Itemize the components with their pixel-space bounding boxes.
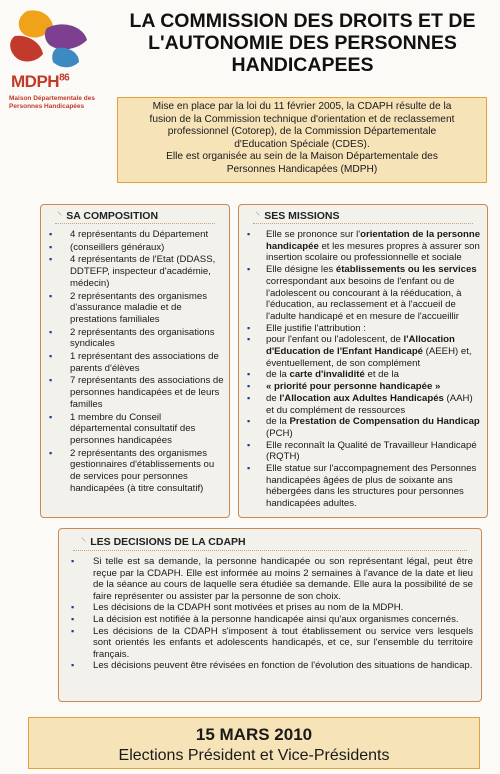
square-bullet-icon: ▪ <box>247 439 251 450</box>
list-item <box>247 440 483 463</box>
composition-item-text: 4 représentants du Département <box>70 229 209 240</box>
square-bullet-icon: ▪ <box>71 602 75 613</box>
mission-item-text <box>260 334 483 369</box>
missions-panel <box>238 204 488 518</box>
list-item <box>71 660 473 672</box>
logo-brand: MDPH$^{86}$ <box>11 72 70 91</box>
composition-heading: ⸌ SA COMPOSITION <box>57 210 159 222</box>
square-bullet-icon: ▪ <box>71 660 75 671</box>
mission-text: pour l'enfant ou l'adolescent, de <box>266 334 404 346</box>
square-bullet-icon: ▪ <box>49 411 53 422</box>
mission-text: Elle reconnaît la Qualité de Travailleur Handicapé (RQTH) <box>266 439 477 463</box>
mission-text: et de la <box>364 369 399 381</box>
swoosh-icon: ⸌ <box>81 536 87 548</box>
mission-item-text <box>260 393 483 416</box>
decision-item-text: Les décisions de la CDAPH s'imposent à tout établissement ou service vers lesquels sont orientés les enfants et adolescents handicapés, et ce, sur l'ensemble du territoire français. <box>93 625 473 660</box>
decision-item-text: Les décisions peuvent être révisées en fonction de l'évolution des situations de handicap. <box>93 660 473 672</box>
composition-item-text: 4 représentants de l'Etat (DDASS, DDTEFP, inspecteur d'académie, médecin) <box>70 254 216 289</box>
mission-bold-text: l'Allocation aux Adultes Handicapés <box>279 392 444 404</box>
mission-text: (AEEH) et, éventuellement, de son complément <box>266 346 472 369</box>
square-bullet-icon: ▪ <box>71 613 75 624</box>
list-item <box>247 323 483 335</box>
mission-item-text <box>260 229 483 264</box>
composition-item-text: 7 représentants des associations de personnes handicapées et de leurs familles <box>70 375 224 410</box>
mission-text: et les mesures propres à assurer son insertion scolaire ou professionnelle et sociale <box>266 240 480 264</box>
composition-item-text: 2 représentants des organismes d'assurance maladie et de prestations familiales <box>70 290 208 325</box>
list-item <box>247 334 483 369</box>
list-item <box>49 448 225 495</box>
list-item <box>49 351 225 374</box>
square-bullet-icon: ▪ <box>247 334 251 345</box>
square-bullet-icon: ▪ <box>71 625 75 636</box>
square-bullet-icon: ▪ <box>49 447 53 458</box>
composition-item-text: 2 représentants des organisations syndicales <box>70 326 215 350</box>
square-bullet-icon: ▪ <box>49 290 53 301</box>
intro-line: Elle est organisée au sein de la Maison Départementale des <box>166 151 438 163</box>
mission-item-text <box>260 323 483 335</box>
mission-item-text <box>260 264 483 323</box>
decisions-panel <box>58 528 482 702</box>
mission-bold-text: établissements ou les services <box>335 264 477 276</box>
intro-line: fusion de la Commission technique d'orientation et de reclassement <box>149 113 455 125</box>
list-item <box>247 393 483 416</box>
list-item <box>71 626 473 661</box>
divider <box>73 550 467 551</box>
list-item <box>247 229 483 264</box>
mission-text: de la <box>266 416 290 428</box>
square-bullet-icon: ▪ <box>49 375 53 386</box>
intro-line: professionnel (Cotorep), de la Commission Départementale <box>167 126 437 138</box>
mission-text: Elle se prononce sur l' <box>266 229 361 240</box>
hands-logo-icon <box>7 6 97 72</box>
square-bullet-icon: ▪ <box>247 416 251 427</box>
list-item <box>71 614 473 626</box>
mdph-logo <box>7 6 97 116</box>
mission-bold-text: Prestation de Compensation du Handicap <box>289 416 480 428</box>
list-item <box>49 229 225 241</box>
mission-item-text <box>260 440 483 463</box>
list-item <box>71 602 473 614</box>
mission-text: (PCH) <box>266 427 293 439</box>
square-bullet-icon: ▪ <box>247 369 251 380</box>
list-item <box>247 463 483 510</box>
composition-item-text: (conseillers généraux) <box>70 241 165 253</box>
list-item <box>247 264 483 323</box>
square-bullet-icon: ▪ <box>247 463 251 474</box>
mission-item-text <box>260 369 483 381</box>
mission-bold-text: « priorité pour personne handicapée » <box>266 381 441 393</box>
election-banner <box>28 717 480 769</box>
intro-line: Personnes Handicapées (MDPH) <box>226 163 378 175</box>
list-item <box>49 291 225 326</box>
page-title <box>110 10 495 76</box>
logo-subtitle: Maison Départementale des Personnes Handicapées <box>9 95 95 110</box>
mission-text: de la <box>266 369 290 381</box>
list-item <box>49 412 225 447</box>
square-bullet-icon: ▪ <box>247 392 251 403</box>
decision-item-text: Si telle est sa demande, la personne handicapée ou son représentant légal, peut être reçue par la CDAPH. Elle est informée au moins 2 semaines à l'avance de la date et lieu de la séance au cours de laquelle sera étudiée sa demande. Elle aura la possibilité de se faire représenter ou assister par la personne de son choix. <box>93 556 473 602</box>
composition-list <box>49 229 225 495</box>
square-bullet-icon: ▪ <box>247 322 251 333</box>
mission-item-text <box>260 381 483 393</box>
square-bullet-icon: ▪ <box>247 264 251 275</box>
decisions-list <box>71 556 473 672</box>
square-bullet-icon: ▪ <box>49 241 53 252</box>
square-bullet-icon: ▪ <box>49 229 53 239</box>
intro-line: Mise en place par la loi du 11 février 2005, la CDAPH résulte de la <box>152 101 452 112</box>
divider <box>253 223 473 224</box>
banner-text: Elections Président et Vice-Présidents <box>118 747 390 764</box>
decisions-heading: ⸌ LES DECISIONS DE LA CDAPH <box>81 536 246 548</box>
mission-bold-text: orientation de la personne handicapée <box>266 229 481 252</box>
missions-heading: ⸌ SES MISSIONS <box>255 210 340 222</box>
mission-text: Elle justifie l'attribution : <box>266 322 366 334</box>
mission-bold-text: l'Allocation d'Education de l'Enfant Handicapé <box>266 334 455 358</box>
swoosh-icon: ⸌ <box>255 210 261 222</box>
mission-item-text <box>260 463 483 510</box>
intro-line: d'Education Spéciale (CDES). <box>234 138 370 150</box>
swoosh-icon: ⸌ <box>57 210 63 222</box>
mission-text: Elle désigne les <box>266 264 336 276</box>
list-item <box>71 556 473 602</box>
composition-item-text: 1 représentant des associations de parents d'élèves <box>70 351 219 374</box>
list-item <box>49 254 225 289</box>
list-item <box>247 381 483 393</box>
mission-item-text <box>260 416 483 439</box>
square-bullet-icon: ▪ <box>49 254 53 265</box>
decision-item-text: La décision est notifiée à la personne handicapée ainsi qu'aux organismes concernés. <box>93 613 459 625</box>
mission-text: de <box>266 392 280 404</box>
list-item <box>49 242 225 254</box>
square-bullet-icon: ▪ <box>71 556 75 566</box>
title-line: LA COMMISSION DES DROITS ET DE <box>129 10 476 32</box>
list-item <box>247 369 483 381</box>
mission-text: (AAH) et du complément de ressources <box>266 392 473 416</box>
mission-text: correspondant aux besoins de l'enfant ou de l'adolescent ou concourant à la rééducation, à l'éducation, au reclassement et à l'accueil de l'adulte handicapé et en mesure de l'accueillir <box>266 275 462 322</box>
title-line: HANDICAPEES <box>231 54 374 76</box>
title-line: L'AUTONOMIE DES PERSONNES <box>148 32 457 54</box>
banner-date: 15 MARS 2010 <box>195 725 313 744</box>
divider <box>55 223 215 224</box>
decision-item-text: Les décisions de la CDAPH sont motivées et prises au nom de la MDPH. <box>93 602 404 614</box>
square-bullet-icon: ▪ <box>49 326 53 337</box>
mission-text: Elle statue sur l'accompagnement des Personnes handicapées âgées de plus de soixante ans hébergées dans les structures pour personnes handicapées adultes. <box>266 463 477 510</box>
composition-item-text: 2 représentants des organismes gestionnaires d'établissements ou de services pour personnes handicapées (à titre consultatif) <box>70 447 215 494</box>
missions-list <box>247 229 483 510</box>
square-bullet-icon: ▪ <box>247 229 251 239</box>
list-item <box>49 375 225 410</box>
square-bullet-icon: ▪ <box>49 351 53 362</box>
composition-panel <box>40 204 230 518</box>
square-bullet-icon: ▪ <box>247 381 251 392</box>
mission-bold-text: carte d'invalidité <box>289 369 365 381</box>
intro-box <box>117 97 487 183</box>
composition-item-text: 1 membre du Conseil départemental consultatif des personnes handicapées <box>70 411 196 446</box>
list-item <box>49 327 225 350</box>
list-item <box>247 416 483 439</box>
